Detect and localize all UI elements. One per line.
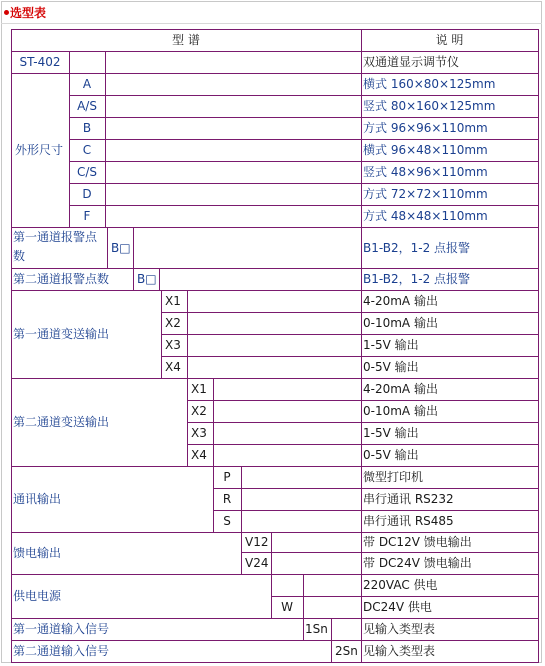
transmit2-description: 0-5V 输出: [363, 448, 419, 462]
dimension-code: B: [82, 121, 92, 135]
grid-line: [11, 73, 539, 74]
power-label: 供电电源: [13, 589, 62, 603]
dimension-description: 方式 96×96×110mm: [363, 121, 488, 135]
dimension-code: A/S: [77, 99, 97, 113]
power-code: W: [281, 600, 293, 614]
header-model-spectrum: 型 谱: [172, 33, 200, 47]
grid-line: [11, 466, 539, 467]
grid-line: [69, 161, 539, 162]
feed-description: 带 DC24V 馈电输出: [363, 556, 472, 570]
dimension-code: D: [82, 187, 92, 201]
transmit2-description: 4-20mA 输出: [363, 382, 438, 396]
input1-label: 第一通道输入信号: [13, 622, 110, 636]
grid-line: [133, 268, 134, 291]
grid-line: [241, 466, 242, 533]
grid-line: [11, 618, 539, 619]
grid-line: [69, 205, 539, 206]
grid-line: [331, 618, 332, 641]
power-description: DC24V 供电: [363, 600, 432, 614]
dimension-description: 横式 160×80×125mm: [363, 77, 496, 91]
dimensions-label: 外形尺寸: [15, 143, 64, 157]
transmit2-code: X1: [191, 382, 207, 396]
transmit1-description: 0-10mA 输出: [363, 316, 438, 330]
model-code: ST-402: [19, 55, 61, 69]
comm-description: 串行通讯 RS232: [363, 492, 454, 506]
table-border: [11, 662, 539, 663]
grid-line: [161, 290, 162, 379]
grid-line: [11, 532, 539, 533]
grid-line: [69, 183, 539, 184]
transmit2-code: X3: [191, 426, 207, 440]
feed-label: 馈电输出: [13, 546, 62, 560]
transmit1-code: X2: [165, 316, 181, 330]
table-border: [11, 29, 12, 663]
grid-line: [11, 268, 539, 269]
transmit1-code: X4: [165, 360, 181, 374]
grid-line: [69, 139, 539, 140]
power-description: 220VAC 供电: [363, 578, 438, 592]
dimension-code: A: [82, 77, 92, 91]
input2-label: 第二通道输入信号: [13, 644, 110, 658]
transmit2-code: X2: [191, 404, 207, 418]
dimension-description: 方式 48×48×110mm: [363, 209, 488, 223]
comm-code: P: [223, 470, 231, 484]
transmit2-code: X4: [191, 448, 207, 462]
grid-line: [241, 552, 539, 553]
dimension-code: C: [82, 143, 92, 157]
input1-code: 1Sn: [305, 622, 328, 636]
alarm1-label-continued: 数: [13, 249, 26, 263]
grid-line: [11, 574, 539, 575]
model-description: 双通道显示调节仪: [363, 55, 460, 69]
alarm1-code: B□: [111, 240, 131, 255]
grid-line: [11, 51, 539, 52]
dimension-code: C/S: [76, 165, 98, 179]
feed-code: V24: [245, 556, 269, 570]
grid-line: [213, 378, 214, 467]
grid-line: [159, 268, 160, 291]
grid-line: [161, 334, 539, 335]
grid-line: [241, 532, 242, 575]
grid-line: [69, 117, 539, 118]
comm-description: 串行通讯 RS485: [363, 514, 454, 528]
comm-code: S: [223, 514, 231, 528]
grid-line: [213, 488, 539, 489]
transmit2-description: 1-5V 输出: [363, 426, 419, 440]
transmit1-label: 第一通道变送输出: [13, 327, 110, 341]
dimension-code: F: [83, 209, 91, 223]
table-border: [11, 29, 539, 30]
transmit1-description: 1-5V 输出: [363, 338, 419, 352]
grid-line: [213, 510, 539, 511]
comm-code: R: [222, 492, 232, 506]
grid-line: [187, 290, 188, 379]
alarm2-label: 第二通道报警点数: [13, 272, 110, 286]
grid-line: [107, 227, 108, 269]
transmit1-description: 4-20mA 输出: [363, 294, 438, 308]
grid-line: [133, 227, 134, 269]
grid-line: [331, 640, 332, 663]
alarm2-description: B1-B2，1-2 点报警: [363, 272, 471, 286]
transmit1-code: X1: [165, 294, 181, 308]
grid-line: [271, 532, 272, 575]
input1-description: 见输入类型表: [363, 622, 436, 636]
dimension-description: 方式 72×72×110mm: [363, 187, 488, 201]
grid-line: [187, 444, 539, 445]
input2-description: 见输入类型表: [363, 644, 436, 658]
grid-line: [303, 618, 304, 641]
grid-line: [69, 95, 539, 96]
alarm1-label: 第一通道报警点: [13, 230, 98, 244]
grid-line: [187, 378, 188, 467]
feed-code: V12: [245, 535, 269, 549]
table-border: [538, 29, 539, 663]
input2-code: 2Sn: [335, 644, 358, 658]
transmit1-code: X3: [165, 338, 181, 352]
feed-description: 带 DC12V 馈电输出: [363, 535, 472, 549]
comm-description: 微型打印机: [363, 470, 424, 484]
alarm1-description: B1-B2，1-2 点报警: [363, 240, 471, 255]
grid-line: [161, 356, 539, 357]
alarm2-code: B□: [137, 272, 157, 286]
comm-label: 通讯输出: [13, 492, 62, 506]
grid-line: [105, 51, 106, 228]
dimension-description: 横式 96×48×110mm: [363, 143, 488, 157]
dimension-description: 竖式 80×160×125mm: [363, 99, 496, 113]
grid-line: [187, 400, 539, 401]
transmit1-description: 0-5V 输出: [363, 360, 419, 374]
grid-line: [303, 574, 304, 619]
grid-line: [11, 290, 539, 291]
grid-line: [271, 596, 539, 597]
description-column-divider: [361, 29, 362, 663]
grid-line: [161, 312, 539, 313]
transmit2-label: 第二通道变送输出: [13, 415, 110, 429]
dimension-description: 竖式 48×96×110mm: [363, 165, 488, 179]
section-title-text: 选型表: [10, 6, 47, 20]
grid-line: [187, 422, 539, 423]
grid-line: [11, 378, 539, 379]
transmit2-description: 0-10mA 输出: [363, 404, 438, 418]
grid-line: [11, 227, 539, 228]
header-description: 说 明: [435, 33, 464, 47]
grid-line: [11, 640, 539, 641]
